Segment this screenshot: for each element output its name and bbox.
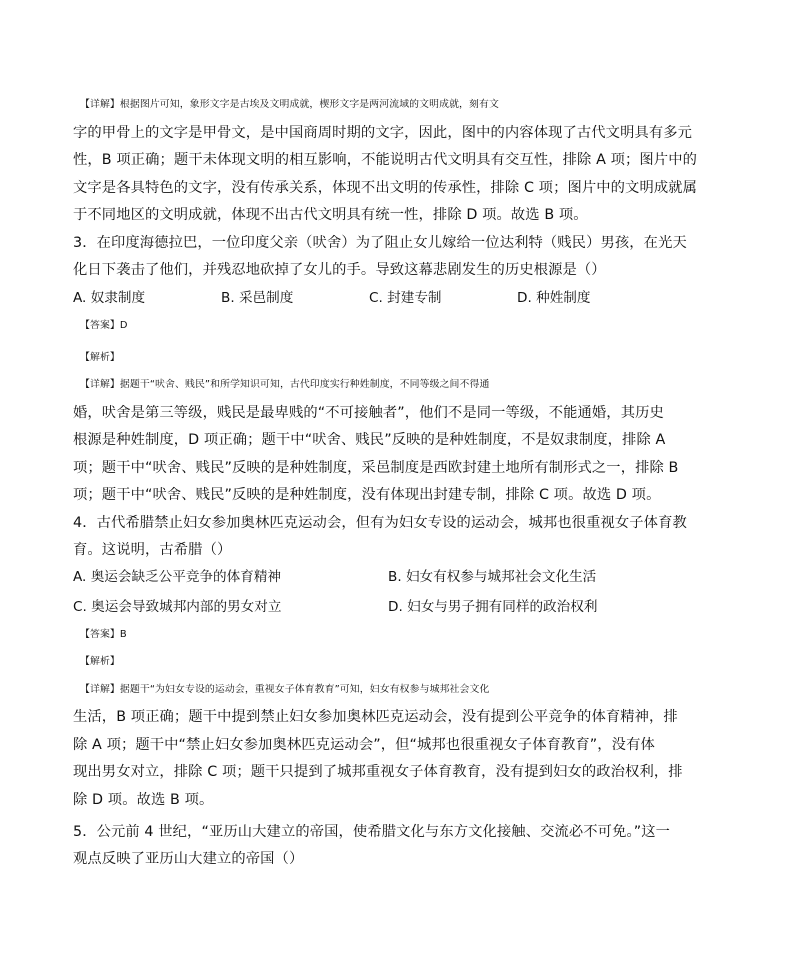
q4-answer: 【答案】B (80, 629, 127, 640)
q2-explain-line-1: 【详解】根据图片可知，象形文字是古埃及文明成就，楔形文字是两河流域的文明成就，刻有文 (80, 99, 499, 110)
q3-answer: 【答案】D (80, 320, 128, 331)
q4-explain-line-4: 现出男女对立，排除 C 项；题干只提到了城邦重视女子体育教育，没有提到妇女的政治权利，排 (73, 764, 683, 780)
q3-explain-line-5: 项；题干中“吠舍、贱民”反映的是种姓制度，没有体现出封建专制，排除 C 项。故选 D 项。 (73, 487, 661, 503)
q2-explain-line-2: 字的甲骨上的文字是甲骨文，是中国商周时期的文字，因此，图中的内容体现了古代文明具有多元 (73, 125, 693, 141)
q3-option-c: C. 封建专制 (369, 290, 442, 306)
q5-stem-line-2: 观点反映了亚历山大建立的帝国（） (73, 851, 304, 867)
q5-stem-line-1: 5．公元前 4 世纪，“亚历山大建立的帝国，使希腊文化与东方文化接触、交流必不可免。”这一 (73, 824, 671, 840)
q4-explain-line-2: 生活，B 项正确；题干中提到禁止妇女参加奥林匹克运动会，没有提到公平竞争的体育精神，排 (73, 709, 678, 725)
q3-option-b: B. 采邑制度 (221, 290, 294, 306)
q4-option-b: B. 妇女有权参与城邦社会文化生活 (388, 569, 597, 585)
q4-explain-line-1: 【详解】据题干“为妇女专设的运动会，重视女子体育教育”可知，妇女有权参与城邦社会文化 (80, 684, 490, 695)
q2-explain-line-4: 文字是各具特色的文字，没有传承关系，体现不出文明的传承性，排除 C 项；图片中的文明成就属 (73, 180, 698, 196)
q4-analysis-label: 【解析】 (80, 656, 120, 667)
q4-explain-line-5: 除 D 项。故选 B 项。 (73, 792, 214, 808)
q4-stem-line-2: 育。这说明，古希腊（） (73, 542, 232, 558)
q3-explain-line-2: 婚，吠舍是第三等级，贱民是最卑贱的“不可接触者”，他们不是同一等级，不能通婚，其历史 (73, 405, 664, 421)
q2-explain-line-3: 性，B 项正确；题干未体现文明的相互影响，不能说明古代文明具有交互性，排除 A 项；图片中的 (73, 152, 697, 168)
q3-stem-line-1: 3．在印度海德拉巴，一位印度父亲（吠舍）为了阻止女儿嫁给一位达利特（贱民）男孩，在光天 (73, 235, 687, 251)
q2-explain-line-5: 于不同地区的文明成就，体现不出古代文明具有统一性，排除 D 项。故选 B 项。 (73, 207, 588, 223)
q4-option-d: D. 妇女与男子拥有同样的政治权利 (388, 599, 598, 615)
q4-option-c: C. 奥运会导致城邦内部的男女对立 (73, 599, 282, 615)
q4-explain-line-3: 除 A 项；题干中“禁止妇女参加奥林匹克运动会”，但“城邦也很重视女子体育教育”，没有体 (73, 737, 655, 753)
q4-stem-line-1: 4．古代希腊禁止妇女参加奥林匹克运动会，但有为妇女专设的运动会，城邦也很重视女子体育教 (73, 515, 687, 531)
q4-option-a: A. 奥运会缺乏公平竞争的体育精神 (73, 569, 282, 585)
q3-option-a: A. 奴隶制度 (73, 290, 146, 306)
q3-explain-line-1: 【详解】据题干“吠舍、贱民”和所学知识可知，古代印度实行种姓制度，不同等级之间不得通 (80, 379, 490, 390)
q3-explain-line-4: 项；题干中“吠舍、贱民”反映的是种姓制度，采邑制度是西欧封建土地所有制形式之一，排除 B (73, 460, 679, 476)
q3-option-d: D. 种姓制度 (517, 290, 591, 306)
q3-analysis-label: 【解析】 (80, 352, 120, 363)
q3-explain-line-3: 根源是种姓制度，D 项正确；题干中“吠舍、贱民”反映的是种姓制度，不是奴隶制度，排除 A (73, 432, 666, 448)
q3-stem-line-2: 化日下袭击了他们，并残忍地砍掉了女儿的手。导致这幕悲剧发生的历史根源是（） (73, 262, 606, 278)
